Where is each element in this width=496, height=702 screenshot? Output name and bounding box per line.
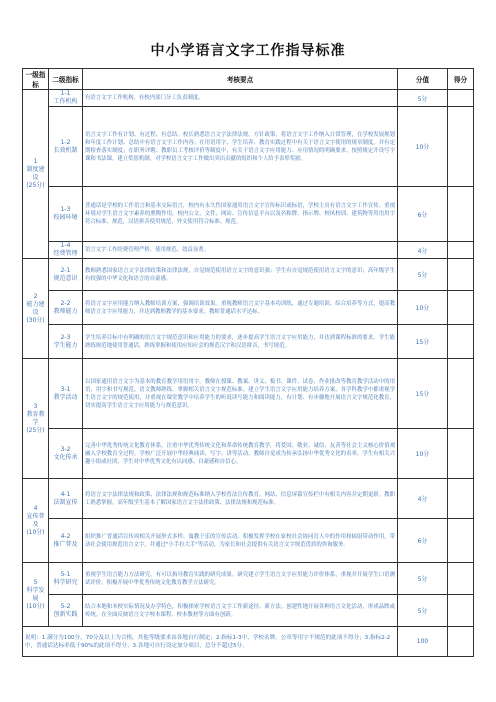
criteria-text: 将语言文字法律法规和政策、法律法规和规范标准纳入学校普法宣传教育，网站、信息屏幕宣传栏中有相关内容并定期更新。教职工熟悉掌握，高年级学生基本了解国家语言文字法律政策、法律法规和规范标准。 [83, 479, 398, 519]
level2-code: 2-3 [60, 333, 71, 341]
level2-name: 文化传承 [53, 453, 78, 461]
score-value: 5分 [398, 563, 448, 595]
level1-score: (30分) [26, 316, 45, 324]
level2-code: 4-2 [60, 532, 71, 540]
total-score: 100 [398, 627, 448, 657]
criteria-text: 重视学生语言能力方法研究，有可以指导教育实践的研究成果。研究建立学生语言文字应用能力评价体系，重视并开展学生口语测试评价。积极开展中华优秀传统文化教育教学方法研究。 [83, 563, 398, 595]
level2-code: 3-2 [60, 445, 71, 453]
level1-score: (10分) [26, 528, 45, 536]
level2-name: 规范意识 [53, 274, 78, 282]
level1-code: 1 [33, 158, 38, 165]
criteria-text: 学生培养目标中有明确的语言文字规范意识和应用能力的要求，逐步提高学生语言文字应用能力，并达到课程标准的要求。学生能熟练规范地使用普通话，熟练掌握和使用应知应会的规范汉字和汉语拼音，书写规范。 [83, 325, 398, 359]
level1-cell [23, 359, 49, 479]
table-row [23, 429, 474, 479]
score-value: 6分 [398, 187, 448, 242]
got-score-cell [448, 627, 474, 657]
level2-cell [49, 325, 83, 359]
level2-cell [49, 359, 83, 429]
level1-code: 3 [33, 402, 38, 410]
score-value: 5分 [398, 595, 448, 627]
criteria-text: 有语言文字工作机构，有校内部门分工负责制度。 [83, 90, 398, 107]
level2-name: 教学活动 [53, 393, 78, 401]
level2-name: 法制宣传 [53, 498, 78, 506]
got-score-cell [448, 242, 474, 259]
criteria-text: 组织推广普通话宣传周相关开展形式多样、寓教于乐的宣传活动。积极发挥学校在家校社会协同育人中的作用和辐射带动作用，带动社会使用规范语言文字，并通过"小手拉大手"等活动，为家长和社会提供有关语言文字规范优质的咨询服务。 [83, 519, 398, 563]
table-row [23, 359, 474, 429]
score-value: 10分 [398, 291, 448, 325]
level1-score: (10分) [26, 602, 45, 610]
criteria-text: 将语言文字应用能力纳入教师培训方案，强调培训效果。重视教师语言文字基本功训练，通过专题培训、综合培养等方式，提高教师语言文字应用能力，并达到教师教学的基本要求。教师普通话水平达标。 [83, 291, 398, 325]
criteria-text: 普通话是学校的工作语言和基本交际语言，校内有永久性国家通用语言文字宣传标识或标语，学校主页有语言文字工作宣传。重视环境对学生语言文字素养的熏陶作用，校内公文、文件、网站、宣传信息平台以及名称牌、指示牌、校风校训、建筑物等用语用字符合标准、规范，汉语拼音使用规范，外文使用符合标准、规范。 [83, 187, 398, 242]
table-row [23, 563, 474, 595]
level2-cell [49, 563, 83, 595]
got-score-cell [448, 291, 474, 325]
level2-code: 3-1 [60, 385, 71, 393]
table-row [23, 107, 474, 187]
level1-score: (25分) [26, 182, 45, 189]
level2-cell [49, 291, 83, 325]
level2-name: 创新实践 [53, 610, 78, 618]
score-value: 15分 [398, 325, 448, 359]
note-row [23, 627, 474, 657]
level2-name: 经费管理 [53, 250, 78, 257]
table-header-row [23, 69, 474, 90]
table-row [23, 291, 474, 325]
level2-cell [49, 90, 83, 107]
level2-name: 校园环境 [53, 214, 78, 221]
criteria-text: 以国家通用语言文字为基本的教育教学用语用字。教师在授课、教案、讲义、板书、课件、试卷、作业批改等教育教学活动中的用语、用字和书写规范。语文教师熟练、掌握相关语言文字规范标准。建立学生语言文字应用能力培养方案，各学科教学中都重视学生语言文字的规范使用，并重视在课堂教学中培养学生的听说读写能力和阅读能力，有计划、有步骤地开展语言文字规范化教育，切实提高学生语言文字应用能力与规范意识。 [83, 359, 398, 429]
got-score-cell [448, 325, 474, 359]
score-value: 15分 [398, 359, 448, 429]
level2-name: 学生能力 [53, 341, 78, 349]
level2-code: 2-2 [60, 299, 71, 307]
level2-code: 1-4 [60, 242, 71, 249]
got-score-cell [448, 107, 474, 187]
standards-table [22, 68, 474, 657]
got-score-cell [448, 90, 474, 107]
table-row [23, 595, 474, 627]
criteria-text: 完善中华优秀传统文化教育体系，注重中华优秀传统文化和革命传统教育教学，将爱国、敬业、诚信、友善等社会主义核心价值观融入学校教育全过程。学校广泛开展中华经典诵读、写字、讲等活动。教师自觉成为传承弘扬中华优秀文化的表率，学生有相关兴趣小组或社团，学生对中华优秀文化有认同感、自豪感和自信心。 [83, 429, 398, 479]
header-got: 得分 [448, 69, 474, 90]
got-score-cell [448, 563, 474, 595]
level2-cell [49, 519, 83, 563]
level2-code: 1-2 [60, 138, 71, 146]
table-row [23, 187, 474, 242]
level2-cell [49, 259, 83, 291]
table-row [23, 259, 474, 291]
score-value: 6分 [398, 519, 448, 563]
level1-cell [23, 479, 49, 563]
got-score-cell [448, 187, 474, 242]
level1-cell [23, 90, 49, 259]
level2-code: 5-2 [60, 602, 71, 610]
level2-cell [49, 187, 83, 242]
level2-code: 5-1 [60, 570, 71, 578]
level2-name: 长效机制 [53, 146, 78, 154]
level1-code: 2 [33, 292, 38, 300]
note-text: 说明：1.满分为100分，70分及以上为合格，其他等级要求由各地自行制定；2.指标1-3中，学校名牌、公章等用字不规范的此项不得分；3.指标2-2中，普通话达标率低于90%的此项不得分；3.各地可自行设定加分项目，总分不超过5分。 [23, 627, 398, 657]
level2-code: 1-1 [60, 90, 71, 97]
table-row [23, 479, 474, 519]
table-row [23, 519, 474, 563]
criteria-text: 教师熟悉国家语言文字法律政策和法律法规，自觉规范使用语言文字的意识强；学生有自觉规范使用语言文字的意识；高年级学生有较强的中华文化和语言的自豪感。 [83, 259, 398, 291]
criteria-text: 语言文字工作有计划、有过程、有总结。校长熟悉语言文字法律法规，方针政策，将语言文字工作纳入日常管理，在学校发展规划和年度工作计划、总结中有语言文字工作内容；在用语用字、学生培养、教育实践过程中有关于语言文字使用的规章制度，并有定期检查落实制度；在职务评聘、教职员工考核评价等制度中，有关于语言文字应用能力、应用情况的明确要求。按照规定开设写字课和书法课。建立奖惩机制，对学校语言文字工作做出突出贡献的组织和个人给予表彰奖励。 [83, 107, 398, 187]
level1-name: 教育教学 [26, 410, 45, 426]
level2-cell [49, 107, 83, 187]
level2-name: 工作机构 [53, 98, 78, 105]
header-level1: 一级指标 [23, 69, 49, 90]
score-value: 5分 [398, 259, 448, 291]
level1-cell [23, 259, 49, 359]
header-points: 考核要点 [83, 69, 398, 90]
got-score-cell [448, 259, 474, 291]
level1-code: 4 [33, 504, 38, 512]
score-value: 10分 [398, 107, 448, 187]
level2-code: 1-3 [60, 206, 71, 213]
table-row [23, 242, 474, 259]
score-value: 4分 [398, 242, 448, 259]
level1-name: 能力建设 [26, 300, 45, 316]
level1-code: 5 [33, 578, 38, 586]
level2-name: 推广普及 [53, 540, 78, 548]
level2-name: 科学研究 [53, 578, 78, 586]
header-score: 分值 [398, 69, 448, 90]
table-row [23, 90, 474, 107]
level1-cell [23, 563, 49, 627]
got-score-cell [448, 519, 474, 563]
page-title: 中小学语言文字工作指导标准 [150, 43, 346, 59]
got-score-cell [448, 479, 474, 519]
level2-name: 教师能力 [53, 307, 78, 315]
table-row [23, 325, 474, 359]
level1-name: 科学发展 [26, 586, 45, 602]
level2-cell [49, 429, 83, 479]
level1-name: 制度建设 [26, 166, 45, 181]
got-score-cell [448, 595, 474, 627]
level2-code: 2-1 [60, 266, 71, 274]
criteria-text: 结合本地和本校实际情况及办学特色，积极探索学校语言文字工作新途径、新方法。创建性地开展各种语言文化活动，形成品牌或传统。在全面反映语言文字校本课程、校本教材等方面有创新。 [83, 595, 398, 627]
level2-cell [49, 595, 83, 627]
level2-cell [49, 479, 83, 519]
level2-code: 4-1 [60, 490, 71, 498]
level1-name: 宣传普及 [26, 512, 45, 528]
got-score-cell [448, 429, 474, 479]
criteria-text: 语言文字工作经费管理严格、使用规范、效益显著。 [83, 242, 398, 259]
score-value: 4分 [398, 479, 448, 519]
level2-cell [49, 242, 83, 259]
score-value: 5分 [398, 90, 448, 107]
header-level2: 二级指标 [49, 69, 83, 90]
score-value: 10分 [398, 429, 448, 479]
got-score-cell [448, 359, 474, 429]
level1-score: (25分) [26, 426, 45, 434]
